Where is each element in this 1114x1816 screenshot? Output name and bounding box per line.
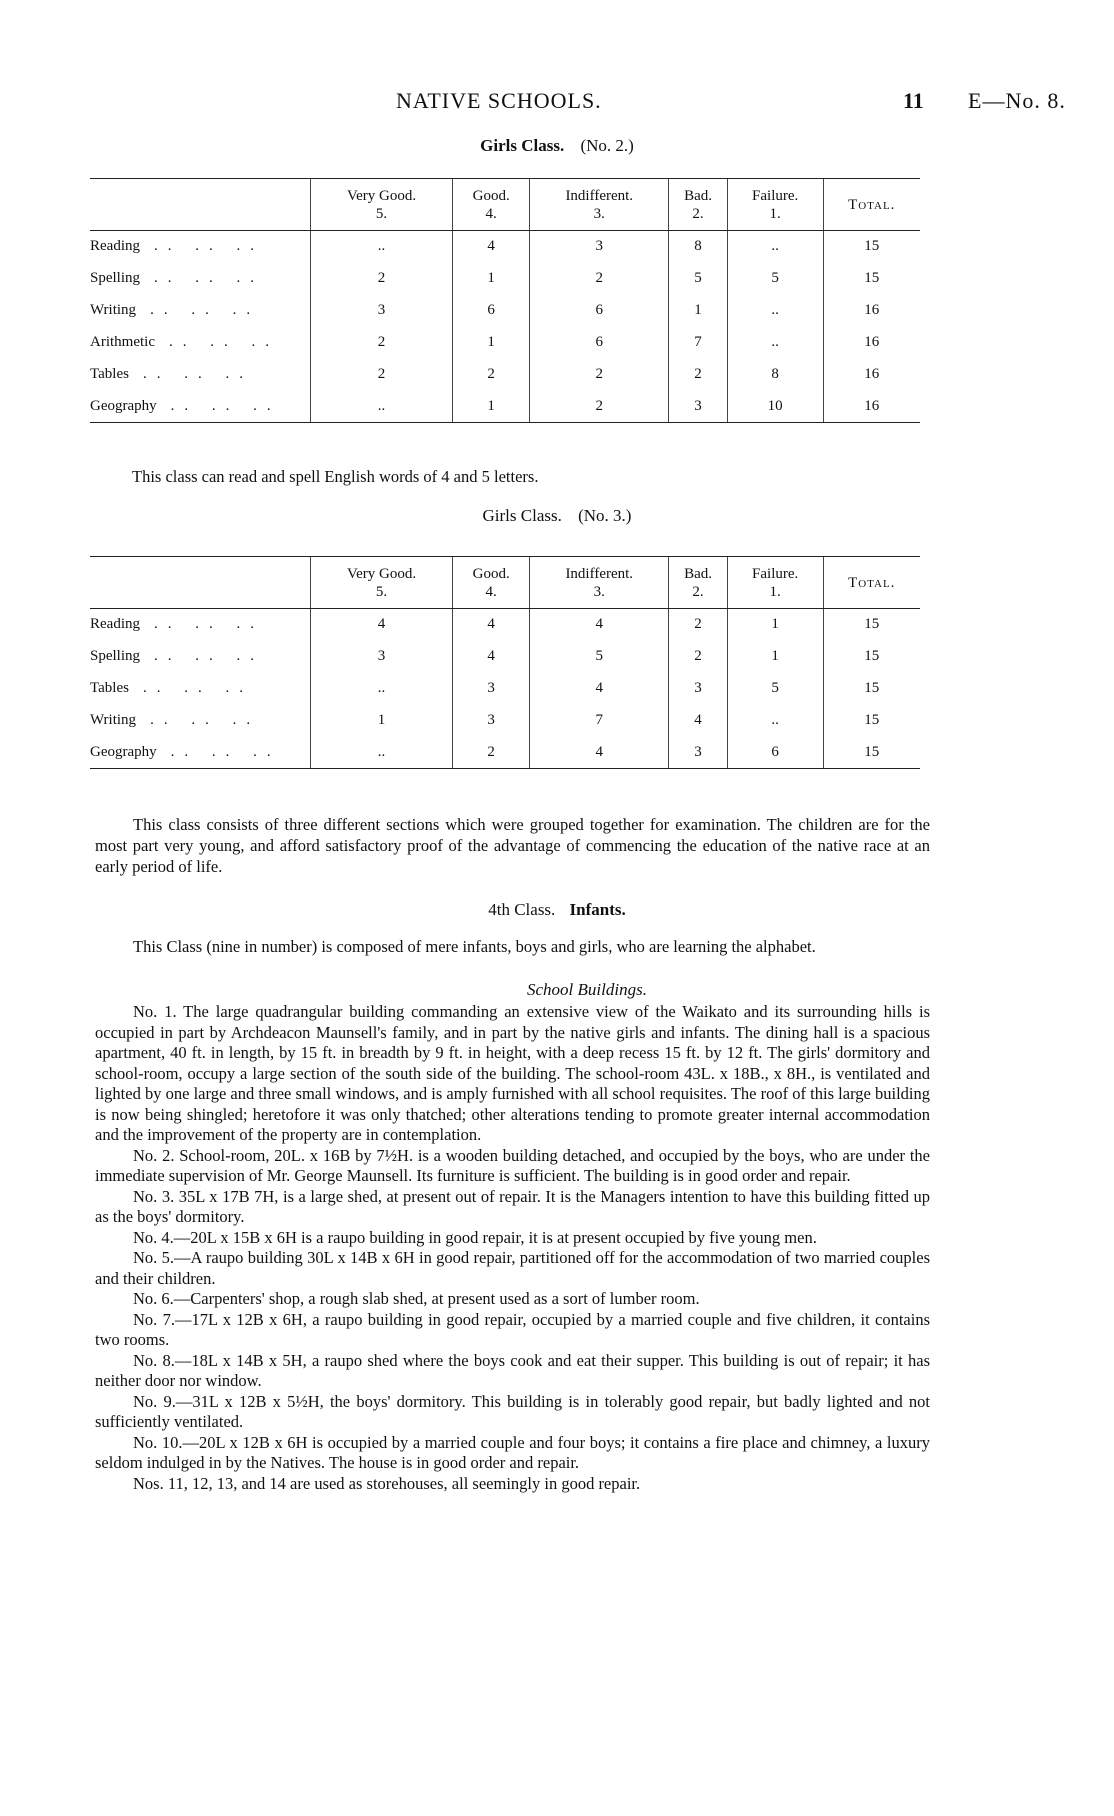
building-paragraph: No. 4.—20L x 15B x 6H is a raupo building in good repair, it is at present occupied by five young men. [133, 1227, 817, 1247]
total-cell: 15 [823, 673, 920, 705]
grade-cell: 2 [669, 641, 728, 673]
grade-cell: 1 [453, 391, 530, 423]
grade-cell: .. [727, 295, 823, 327]
table-header-row [90, 179, 920, 231]
grade-cell: .. [727, 231, 823, 263]
grade-cell: 8 [669, 231, 728, 263]
subject-cell: Writing .. .. .. [90, 712, 261, 728]
table1-note: This class can read and spell English words of 4 and 5 letters. [132, 467, 539, 486]
total-cell: 15 [823, 705, 920, 737]
grade-cell: 4 [453, 609, 530, 641]
page-number: 11 [903, 88, 924, 113]
grade-cell: 5 [727, 673, 823, 705]
table-row [90, 327, 920, 359]
grade-cell: 6 [530, 295, 669, 327]
grade-cell: 6 [727, 737, 823, 769]
grade-cell: 3 [311, 295, 453, 327]
col-total: Total. [823, 179, 920, 231]
subject-cell: Spelling .. .. .. [90, 648, 265, 664]
col-indifferent: Indifferent. 3. [530, 179, 669, 231]
grade-cell: 2 [530, 359, 669, 391]
buildings-body [95, 1002, 930, 1494]
subject-cell: Arithmetic .. .. .. [90, 334, 279, 350]
grade-cell: 2 [669, 609, 728, 641]
building-paragraph: No. 1. The large quadrangular building commanding an extensive view of the Waikato and its surrounding hills is occupied in part by Archdeacon Maunsell's family, and in part by the native girls and infants. The dining hall is a spacious apartment, 40 ft. in length, by 15 ft. in breadth by 9 ft. in height, with a deep recess 15 ft. by 12 ft. The girls' dormitory and school-room, occupy a large section of the south side of the building. The school-room 43L. x 18B., x 8H., is ventilated and lighted by one large and three small windows, and is amply furnished with all school requisites. The roof of this large building is now being shingled; heretofore it was only thatched; other alterations tending to promote greater internal accommodation and the improvement of the property are in contemplation. [95, 1002, 930, 1144]
col-good: Good. 4. [453, 179, 530, 231]
col-bad: Bad. 2. [669, 179, 728, 231]
subject-cell: Geography .. .. .. [90, 737, 311, 769]
table-header-row [90, 557, 920, 609]
grade-cell: 2 [530, 263, 669, 295]
grade-cell: 2 [311, 359, 453, 391]
grade-cell: 10 [727, 391, 823, 423]
grade-cell: 1 [727, 641, 823, 673]
subject-cell: Writing .. .. .. [90, 302, 261, 318]
table1-caption [0, 136, 1114, 156]
grade-cell: 4 [530, 673, 669, 705]
total-cell: 15 [823, 609, 920, 641]
grade-cell: 3 [669, 673, 728, 705]
subject-cell: Tables .. .. .. [90, 680, 253, 696]
document-number: E—No. 8. [968, 88, 1066, 113]
grade-cell: .. [311, 231, 453, 263]
subject-cell: Spelling .. .. .. [90, 270, 265, 286]
grade-cell: 3 [530, 231, 669, 263]
subject-header [90, 557, 311, 609]
total-cell: 16 [823, 295, 920, 327]
col-failure: Failure. 1. [727, 557, 823, 609]
total-cell: 15 [823, 641, 920, 673]
total-cell: 15 [823, 263, 920, 295]
grade-cell: .. [311, 391, 453, 423]
total-cell: 16 [823, 359, 920, 391]
grade-cell: 4 [669, 705, 728, 737]
grade-cell: 3 [669, 737, 728, 769]
table-row [90, 705, 920, 737]
grade-cell: 1 [669, 295, 728, 327]
subject-cell: Reading .. .. .. [90, 238, 264, 255]
infants-heading-class: 4th Class. [488, 900, 556, 919]
table2-caption [0, 506, 1114, 526]
table1-body [90, 231, 920, 423]
col-indifferent: Indifferent. 3. [530, 557, 669, 609]
running-title: NATIVE SCHOOLS. [396, 88, 602, 113]
buildings-heading: School Buildings. [527, 980, 647, 999]
col-total: Total. [823, 557, 920, 609]
grade-cell: 2 [530, 391, 669, 423]
col-bad: Bad. 2. [669, 557, 728, 609]
grade-cell: 7 [669, 327, 728, 359]
grade-cell: 1 [453, 327, 530, 359]
grade-cell: 4 [530, 609, 669, 641]
table-row [90, 609, 920, 641]
col-very-good: Very Good. 5. [311, 179, 453, 231]
subject-cell: Tables .. .. .. [90, 366, 253, 382]
grade-cell: 2 [669, 359, 728, 391]
grade-cell: 2 [453, 359, 530, 391]
grade-cell: 3 [453, 673, 530, 705]
building-paragraph: No. 7.—17L x 12B x 6H, a raupo building in good repair, occupied by a married couple and five children, it contains two rooms. [95, 1309, 930, 1349]
table2-caption-no: (No. 3.) [578, 506, 632, 525]
table-row [90, 231, 920, 263]
grade-cell: 3 [311, 641, 453, 673]
grade-cell: 4 [311, 609, 453, 641]
girls-class-2-table [90, 178, 920, 423]
table1-caption-text: Girls Class. [480, 136, 565, 155]
building-paragraph: Nos. 11, 12, 13, and 14 are used as storehouses, all seemingly in good repair. [133, 1473, 641, 1493]
infants-text: This Class (nine in number) is composed of mere infants, boys and girls, who are learning the alphabet. [133, 937, 816, 956]
grade-cell: 3 [669, 391, 728, 423]
grade-cell: 5 [669, 263, 728, 295]
infants-heading [0, 900, 1114, 920]
table-row [90, 263, 920, 295]
grade-cell: 2 [311, 263, 453, 295]
building-paragraph: No. 8.—18L x 14B x 5H, a raupo shed where the boys cook and eat their supper. This building is out of repair; it has neither door nor window. [95, 1350, 930, 1390]
grade-cell: 2 [453, 737, 530, 769]
table-row [90, 359, 920, 391]
building-paragraph: No. 9.—31L x 12B x 5½H, the boys' dormitory. This building is in tolerably good repair, but badly lighted and not sufficiently ventilated. [95, 1391, 930, 1431]
grade-cell: 4 [530, 737, 669, 769]
grade-cell: 2 [311, 327, 453, 359]
building-paragraph: No. 10.—20L x 12B x 6H is occupied by a married couple and four boys; it contains a fire place and chimney, a luxury seldom indulged in by the Natives. The house is in good order and repair. [95, 1432, 930, 1472]
grade-cell: 6 [453, 295, 530, 327]
grade-cell: .. [311, 673, 453, 705]
table2-body [90, 609, 920, 769]
table2-note: This class consists of three different sections which were grouped together for examination. The children are for the most part very young, and afford satisfactory proof of the advantage of commencing the education of the native race at an early period of life. [95, 815, 930, 876]
grade-cell: 4 [453, 641, 530, 673]
table-row [90, 641, 920, 673]
girls-class-3-table [90, 556, 920, 769]
grade-cell: 5 [530, 641, 669, 673]
grade-cell: 1 [453, 263, 530, 295]
grade-cell: 3 [453, 705, 530, 737]
grade-cell: .. [727, 705, 823, 737]
table1-caption-no: (No. 2.) [580, 136, 634, 155]
total-cell: 15 [823, 231, 920, 263]
total-cell: 15 [823, 737, 920, 769]
col-very-good: Very Good. 5. [311, 557, 453, 609]
grade-cell: 6 [530, 327, 669, 359]
total-cell: 16 [823, 327, 920, 359]
grade-cell: 1 [311, 705, 453, 737]
grade-cell: .. [727, 327, 823, 359]
total-cell: 16 [823, 391, 920, 423]
subject-header [90, 179, 311, 231]
col-good: Good. 4. [453, 557, 530, 609]
building-paragraph: No. 5.—A raupo building 30L x 14B x 6H in good repair, partitioned off for the accommodation of two married couples and their children. [95, 1248, 930, 1288]
table2-caption-text: Girls Class. [482, 506, 562, 525]
table-row [90, 391, 920, 423]
subject-cell: Geography .. .. .. [90, 391, 311, 423]
page-header [0, 88, 1114, 118]
col-failure: Failure. 1. [727, 179, 823, 231]
infants-heading-infants: Infants. [569, 900, 626, 919]
grade-cell: 5 [727, 263, 823, 295]
table-row [90, 295, 920, 327]
subject-cell: Reading .. .. .. [90, 616, 264, 633]
table-row [90, 673, 920, 705]
grade-cell: 4 [453, 231, 530, 263]
grade-cell: 1 [727, 609, 823, 641]
grade-cell: 7 [530, 705, 669, 737]
building-paragraph: No. 6.—Carpenters' shop, a rough slab shed, at present used as a sort of lumber room. [133, 1289, 700, 1308]
building-paragraph: No. 3. 35L x 17B 7H, is a large shed, at present out of repair. It is the Managers intention to have this building fitted up as the boys' dormitory. [95, 1186, 930, 1226]
grade-cell: .. [311, 737, 453, 769]
table-row [90, 737, 920, 769]
grade-cell: 8 [727, 359, 823, 391]
building-paragraph: No. 2. School-room, 20L. x 16B by 7½H. is a wooden building detached, and occupied by the boys, who are under the immediate supervision of Mr. George Maunsell. Its furniture is sufficient. The building is in good order and repair. [95, 1145, 930, 1185]
